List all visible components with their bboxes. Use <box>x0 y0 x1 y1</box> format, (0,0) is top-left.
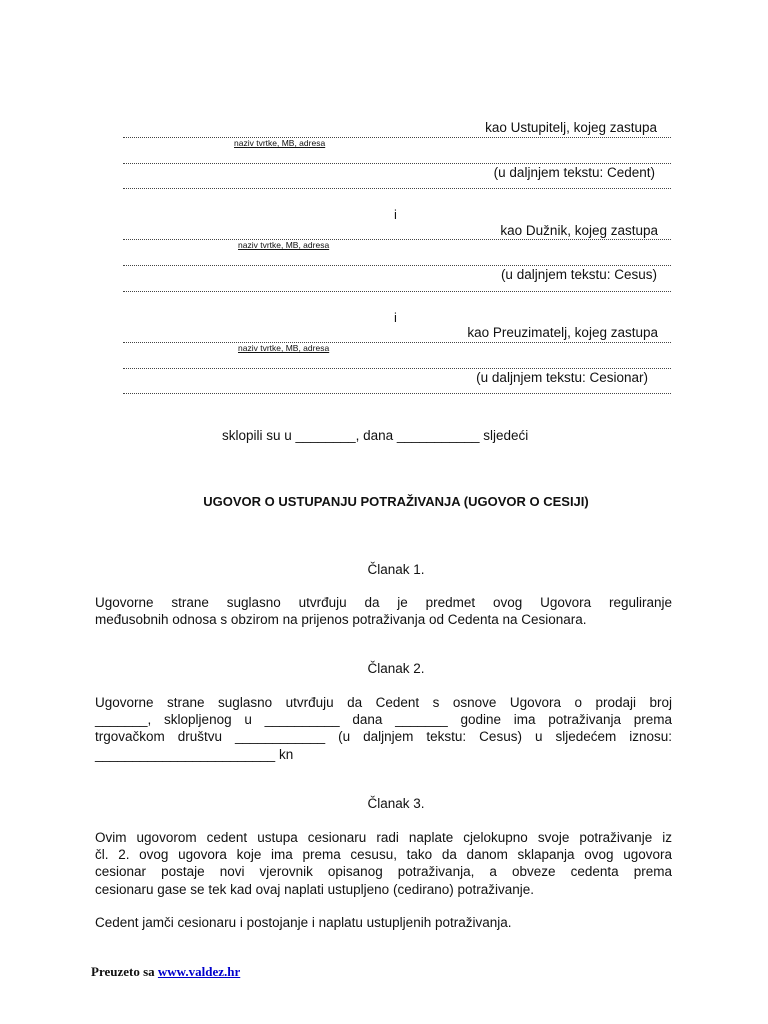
party3-line-2 <box>123 368 671 369</box>
conjunction-1: i <box>394 207 397 222</box>
article2-line: ________________________ kn <box>95 746 294 762</box>
article1-line: Ugovorne strane suglasno utvrđuju da je predmet ovog Ugovora reguliranje <box>95 595 672 610</box>
conjunction-2: i <box>394 310 397 325</box>
party1-hint: naziv tvrtke, MB, adresa <box>234 138 326 148</box>
party1-alias: (u daljnjem tekstu: Cedent) <box>493 165 655 180</box>
article3-line: čl. 2. ovog ugovora koje ima prema cesusu, tako da danom sklapanja ovog ugovora <box>95 847 672 863</box>
article2-body <box>95 694 672 763</box>
party2-line <box>123 239 671 240</box>
article2-heading: Članak 2. <box>367 661 425 676</box>
article1-body <box>95 594 672 628</box>
party3-line <box>123 342 671 343</box>
party1-line <box>123 137 671 138</box>
party2-alias: (u daljnjem tekstu: Cesus) <box>500 267 657 282</box>
party1-line-3 <box>123 188 671 189</box>
article1-line: međusobnih odnosa s obzirom na prijenos potraživanja od Cedenta na Cesionara. <box>95 612 587 628</box>
party3-alias: (u daljnjem tekstu: Cesionar) <box>476 370 648 385</box>
article3-line: Ovim ugovorom cedent ustupa cesionaru radi naplate cjelokupno svoje potraživanje iz <box>95 830 672 845</box>
article3-line: cesionar postaje novi vjerovnik opisanog potraživanja, a obveze cedenta prema <box>95 864 672 880</box>
party2-line-2 <box>123 265 671 266</box>
article2-line: _______, sklopljenog u __________ dana _______ godine ima potraživanja prema <box>95 712 672 728</box>
article3-guarantee <box>95 914 672 931</box>
party2-role: kao Dužnik, kojeg zastupa <box>500 223 658 238</box>
article3-body <box>95 829 672 898</box>
contract-title: UGOVOR O USTUPANJU POTRAŽIVANJA (UGOVOR O CESIJI) <box>203 494 589 509</box>
article2-line: trgovačkom društvu ____________ (u daljnjem tekstu: Cesus) u sljedećem iznosu: <box>95 729 672 745</box>
article2-line: Ugovorne strane suglasno utvrđuju da Cedent s osnove Ugovora o prodaji broj <box>95 695 672 710</box>
party2-hint: naziv tvrtke, MB, adresa <box>238 240 330 250</box>
concluded-text: sklopili su u ________, dana ___________ sljedeći <box>222 428 529 443</box>
footer-prefix: Preuzeto sa <box>91 964 158 979</box>
article3-heading: Članak 3. <box>367 796 425 811</box>
footer-link[interactable]: www.valdez.hr <box>157 964 241 979</box>
party3-hint: naziv tvrtke, MB, adresa <box>238 343 330 353</box>
party3-line-3 <box>123 393 671 394</box>
guarantee-line: Cedent jamči cesionaru i postojanje i naplatu ustupljenih potraživanja. <box>95 915 512 930</box>
party1-role: kao Ustupitelj, kojeg zastupa <box>485 120 657 135</box>
article3-line: cesionaru gase se tek kad ovaj naplati ustupljeno (cedirano) potraživanje. <box>95 881 535 897</box>
party2-line-3 <box>123 291 671 292</box>
footer-source <box>91 964 240 980</box>
article1-heading: Članak 1. <box>367 562 425 577</box>
party1-line-2 <box>123 163 671 164</box>
party3-role: kao Preuzimatelj, kojeg zastupa <box>467 325 658 340</box>
